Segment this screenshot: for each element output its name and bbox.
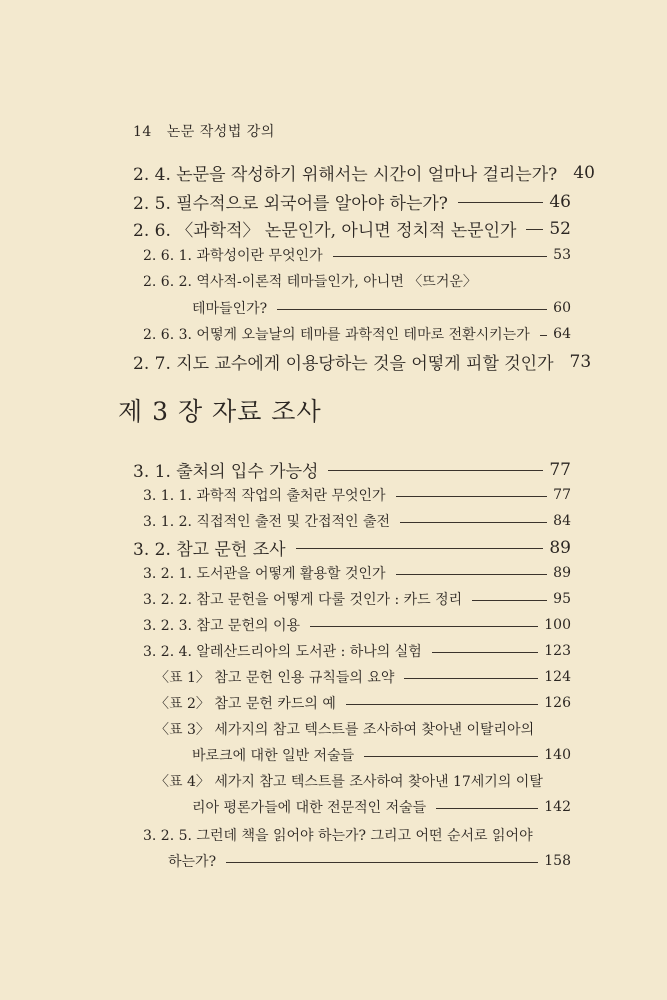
toc-entry [0,615,571,635]
toc-entry [0,825,571,845]
toc-page-number: 89 [553,565,571,581]
leader-line [396,496,548,497]
toc-page-number: 64 [553,326,571,342]
toc-page-number: 124 [544,669,571,685]
toc-page-number: 126 [544,695,571,711]
toc-page-number: 77 [549,459,571,480]
toc-entry-continuation [0,797,571,817]
leader-line [540,335,547,336]
chapter-title: 제 3 장 자료 조사 [118,397,322,426]
leader-line [526,229,543,230]
toc-entry-label: 2. 4. 논문을 작성하기 위해서는 시간이 얼마나 걸리는가? [133,165,558,185]
toc-page-number: 100 [544,617,571,633]
toc-entry [0,511,571,531]
toc-page-number: 60 [553,300,571,316]
toc-entry-label: 바로크에 대한 일반 저술들 [192,748,355,764]
book-title: 논문 작성법 강의 [166,124,275,140]
toc-entry-label: 3. 1. 1. 과학적 작업의 출처란 무엇인가 [143,488,386,504]
toc-entry-label: 3. 1. 출처의 입수 가능성 [133,462,319,482]
toc-entry [0,719,571,739]
toc-page-number: 158 [544,853,571,869]
toc-entry-label: 3. 2. 2. 참고 문헌을 어떻게 다룰 것인가 : 카드 정리 [143,592,463,608]
toc-entry-label: 〈표 2〉 참고 문헌 카드의 예 [155,696,336,712]
toc-page-number: 95 [553,591,571,607]
leader-line [396,574,548,575]
toc-entry [0,485,571,505]
toc-entry [0,563,571,583]
toc-entry-label: 3. 1. 2. 직접적인 출전 및 간접적인 출전 [143,514,391,530]
toc-entry [0,535,571,560]
toc-page-number: 142 [544,799,571,815]
toc-page-number: 140 [544,747,571,763]
leader-line [432,652,538,653]
toc-entry-label: 리아 평론가들에 대한 전문적인 저술들 [192,800,427,816]
toc-entry [0,349,592,374]
leader-line [226,862,538,863]
toc-entry-label: 3. 2. 5. 그런데 책을 읽어야 하는가? 그리고 어떤 순서로 읽어야 [143,828,533,844]
toc-entry [0,693,571,713]
toc-entry-label: 2. 6. 3. 어떻게 오늘날의 테마를 과학적인 테마로 전환시키는가 [143,327,530,343]
toc-page-number: 52 [549,218,571,239]
toc-entry [0,641,571,661]
leader-line [364,756,538,757]
toc-entry-label: 〈표 3〉 세가지의 참고 텍스트를 조사하여 찾아낸 이탈리아의 [155,722,535,738]
toc-entry-label: 테마들인가? [192,301,268,317]
toc-entry-label: 3. 2. 참고 문헌 조사 [133,540,286,560]
toc-entry-continuation [0,851,571,871]
toc-entry-label: 2. 6. 〈과학적〉 논문인가, 아니면 정치적 논문인가 [133,221,517,241]
leader-line [296,548,544,549]
leader-line [310,626,538,627]
toc-entry-label: 3. 2. 4. 알레산드리아의 도서관 : 하나의 실험 [143,644,422,660]
leader-line [404,678,538,679]
toc-entry-label: 3. 2. 1. 도서관을 어떻게 활용할 것인가 [143,566,386,582]
toc-entry-label: 〈표 1〉 참고 문헌 인용 규칙들의 요약 [155,670,395,686]
toc-entry [0,324,571,344]
leader-line [472,600,547,601]
running-head [133,121,275,141]
toc-entry-label: 2. 7. 지도 교수에게 이용당하는 것을 어떻게 피할 것인가 [133,354,554,374]
leader-line [458,202,543,203]
toc-entry-continuation [0,745,571,765]
toc-entry [0,667,571,687]
toc-entry [0,457,571,482]
toc-page-number: 53 [553,247,571,263]
toc-entry [0,216,571,241]
leader-line [328,470,543,471]
toc-page-number: 73 [569,351,592,372]
toc-page-number: 123 [544,643,571,659]
leader-line [436,808,538,809]
toc-entry [0,189,571,214]
leader-line [333,256,548,257]
toc-page-number: 89 [549,537,571,558]
leader-line [346,704,538,705]
leader-line [277,309,547,310]
toc-entry [0,771,571,791]
toc-entry [0,271,571,291]
toc-page-number: 77 [553,487,571,503]
toc-entry [0,589,571,609]
page-number: 14 [133,124,152,140]
toc-entry [0,160,595,185]
toc-page-number: 84 [553,513,571,529]
toc-entry-continuation [0,298,571,318]
toc-entry-label: 〈표 4〉 세가지 참고 텍스트를 조사하여 찾아낸 17세기의 이탈 [155,774,543,790]
toc-entry-label: 3. 2. 3. 참고 문헌의 이용 [143,618,300,634]
toc-entry-label: 2. 6. 1. 과학성이란 무엇인가 [143,248,323,264]
toc-entry-label: 하는가? [168,854,217,870]
toc-entry-label: 2. 5. 필수적으로 외국어를 알아야 하는가? [133,194,448,214]
toc-page-number: 46 [549,191,571,212]
toc-entry-label: 2. 6. 2. 역사적-이론적 테마들인가, 아니면 〈뜨거운〉 [143,274,477,290]
toc-entry [0,245,571,265]
leader-line [400,522,547,523]
toc-page-number: 40 [573,162,595,183]
